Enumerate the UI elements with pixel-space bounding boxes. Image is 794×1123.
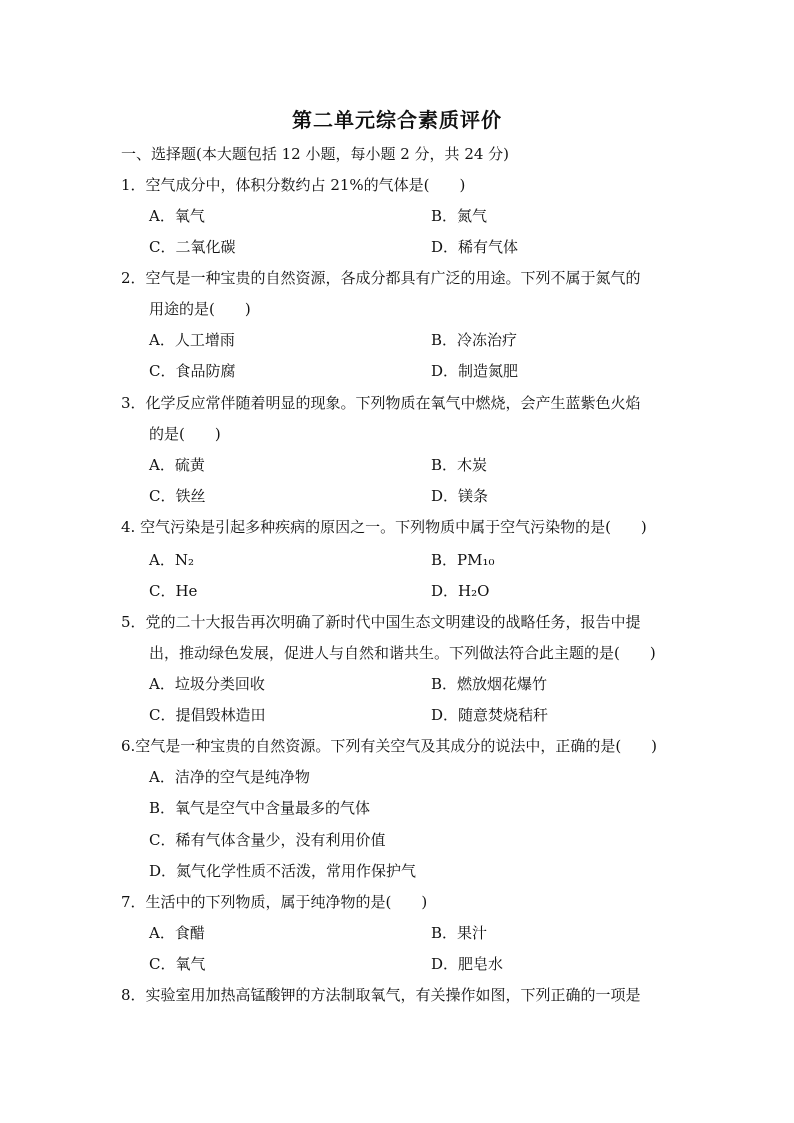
question-6-option-b: B．氧气是空气中含量最多的气体 [149, 799, 371, 817]
question-5-option-b: B．燃放烟花爆竹 [431, 675, 548, 693]
question-1-option-b: B．氮气 [431, 207, 488, 225]
question-1-stem: 1．空气成分中，体积分数约占 21%的气体是( ) [121, 176, 466, 194]
question-8-stem: 8．实验室用加热高锰酸钾的方法制取氧气，有关操作如图，下列正确的一项是 [121, 986, 641, 1004]
question-1-option-d: D．稀有气体 [431, 238, 519, 256]
question-1-option-c: C．二氧化碳 [149, 238, 236, 256]
question-6-option-a: A．洁净的空气是纯净物 [149, 768, 310, 786]
question-7-stem: 7．生活中的下列物质，属于纯净物的是( ) [121, 893, 428, 911]
question-7-option-c: C．氧气 [149, 955, 206, 973]
question-3-stem-line-2: 的是( ) [149, 425, 221, 443]
question-7-option-b: B．果汁 [431, 924, 488, 942]
section-heading: 一、选择题(本大题包括 12 小题，每小题 2 分，共 24 分) [121, 145, 510, 163]
question-5-option-a: A．垃圾分类回收 [149, 675, 265, 693]
question-6-option-c: C．稀有气体含量少，没有利用价值 [149, 831, 386, 849]
question-1-option-a: A．氧气 [149, 207, 205, 225]
question-5-option-d: D．随意焚烧秸秆 [431, 706, 549, 724]
question-4-option-a: A．N₂ [149, 551, 194, 569]
question-4-option-c: C．He [149, 582, 198, 600]
question-4-option-d: D．H₂O [431, 582, 490, 600]
question-3-option-c: C．铁丝 [149, 487, 206, 505]
question-5-option-c: C．提倡毁林造田 [149, 706, 266, 724]
question-5-stem-line-2: 出，推动绿色发展，促进人与自然和谐共生。下列做法符合此主题的是( ) [149, 644, 656, 662]
page-title: 第二单元综合素质评价 [292, 108, 502, 132]
question-3-stem-line-1: 3．化学反应常伴随着明显的现象。下列物质在氧气中燃烧，会产生蓝紫色火焰 [121, 394, 641, 412]
question-7-option-a: A．食醋 [149, 924, 205, 942]
question-2-option-c: C．食品防腐 [149, 362, 236, 380]
question-4-option-b: B．PM₁₀ [431, 551, 495, 569]
question-2-stem-line-2: 用途的是( ) [149, 300, 251, 318]
question-7-option-d: D．肥皂水 [431, 955, 504, 973]
question-2-option-a: A．人工增雨 [149, 331, 235, 349]
question-2-option-d: D．制造氮肥 [431, 362, 519, 380]
question-3-option-a: A．硫黄 [149, 456, 205, 474]
question-3-option-d: D．镁条 [431, 487, 489, 505]
question-4-stem: 4. 空气污染是引起多种疾病的原因之一。下列物质中属于空气污染物的是( ) [121, 518, 647, 536]
question-5-stem-line-1: 5．党的二十大报告再次明确了新时代中国生态文明建设的战略任务，报告中提 [121, 613, 641, 631]
question-3-option-b: B．木炭 [431, 456, 488, 474]
question-6-stem: 6.空气是一种宝贵的自然资源。下列有关空气及其成分的说法中，正确的是( ) [121, 737, 658, 755]
question-6-option-d: D．氮气化学性质不活泼，常用作保护气 [149, 862, 417, 880]
question-2-option-b: B．冷冻治疗 [431, 331, 518, 349]
question-2-stem-line-1: 2．空气是一种宝贵的自然资源，各成分都具有广泛的用途。下列不属于氮气的 [121, 269, 641, 287]
